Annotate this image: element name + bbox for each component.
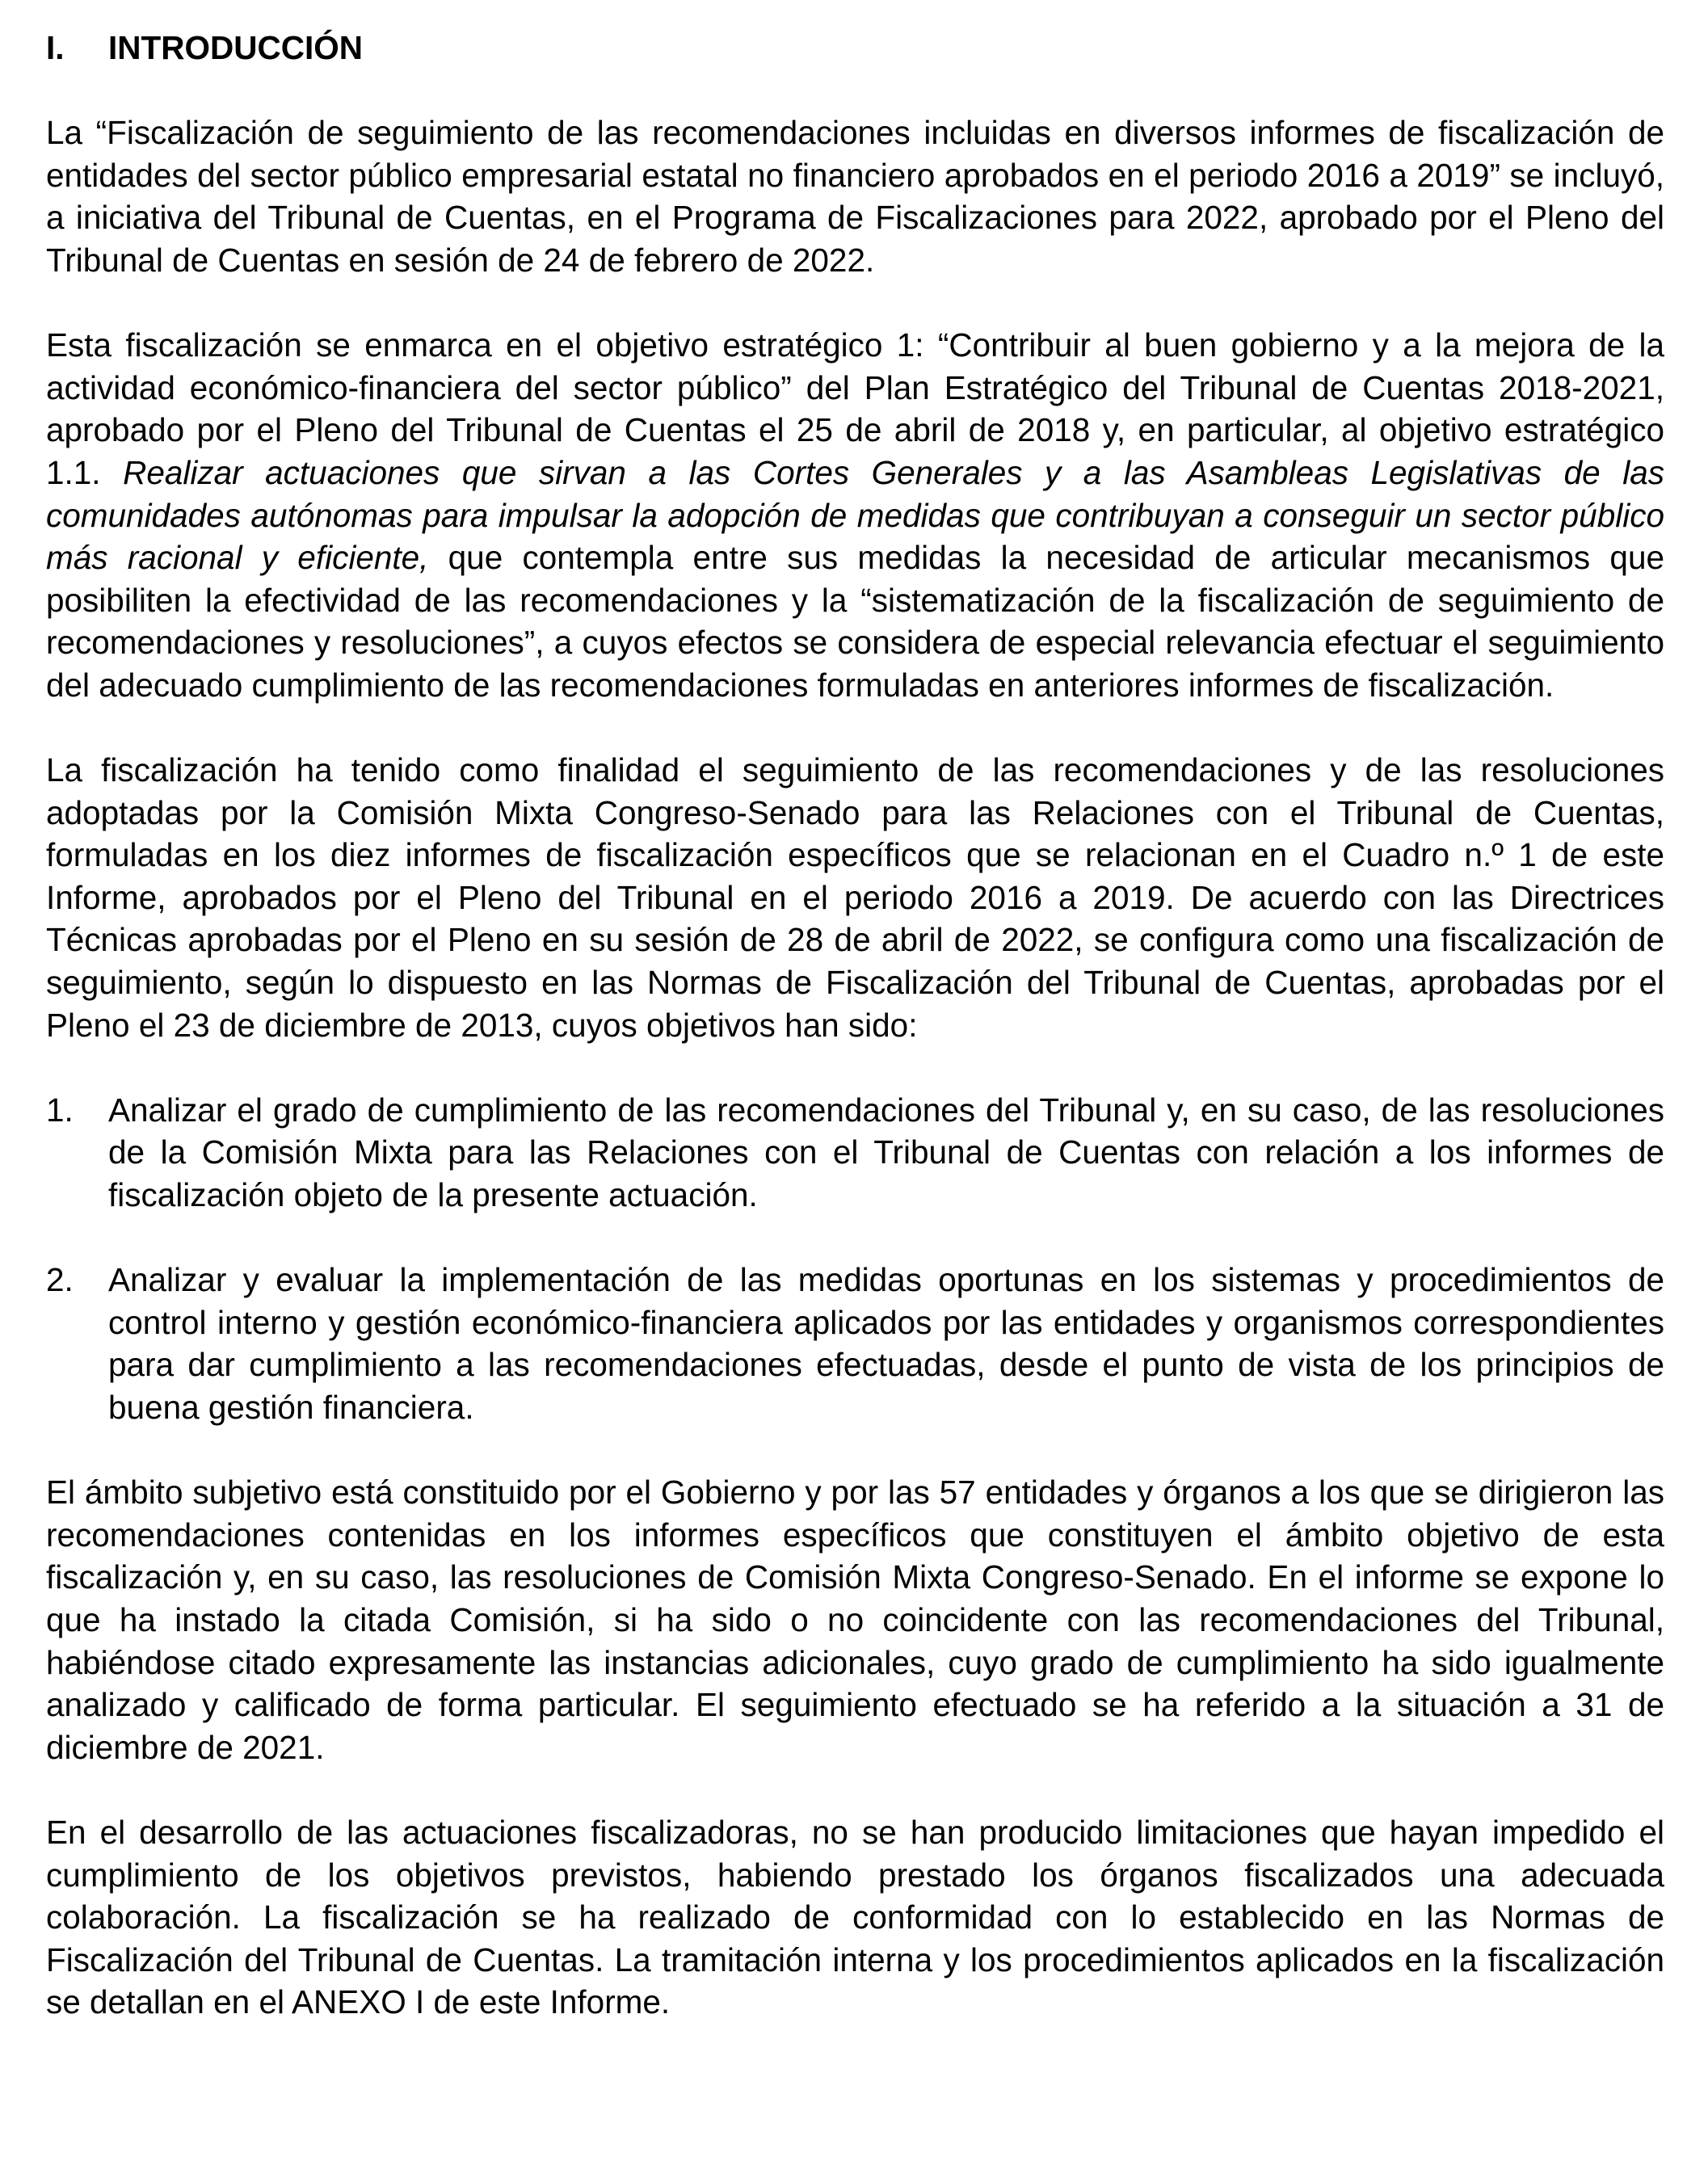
list-number: 2. (46, 1261, 74, 1299)
document-page (46, 27, 1664, 2067)
paragraph-3: La fiscalización ha tenido como finalidad el seguimiento de las recomendaciones y de las resoluciones adoptadas por la Comisión Mixta Congreso-Senado para las Relaciones con el Tribunal de Cuentas, formuladas en los diez informes de fiscalización específicos que se relacionan en el Cuadro n.º 1 de este Informe, aprobados por el Pleno del Tribunal en el periodo 2016 a 2019. De acuerdo con las Directrices Técnicas aprobadas por el Pleno en su sesión de 28 de abril de 2022, se configura como una fiscalización de seguimiento, según lo dispuesto en las Normas de Fiscalización del Tribunal de Cuentas, aprobadas por el Pleno el 23 de diciembre de 2013, cuyos objetivos han sido: (46, 751, 1664, 1044)
objective-list-item (46, 1259, 1664, 1428)
paragraph-2-text-a: Esta fiscalización se enmarca en el objetivo estratégico 1: “Contribuir al buen gobierno y a la mejora de la actividad económico-financiera del sector público” del Plan Estratégico del Tribunal de Cuentas 2018-2021, aprobado por el Pleno del Tribunal de Cuentas el 25 de abril de 2018 y, en particular, al objetivo estratégico 1.1. (46, 326, 1664, 491)
paragraph-5: En el desarrollo de las actuaciones fiscalizadoras, no se han producido limitaciones que hayan impedido el cumplimiento de los objetivos previstos, habiendo prestado los órganos fiscalizados una adecuada colaboración. La fiscalización se ha realizado de conformidad con lo establecido en las Normas de Fiscalización del Tribunal de Cuentas. La tramitación interna y los procedimientos aplicados en la fiscalización se detallan en el ANEXO I de este Informe. (46, 1813, 1664, 2021)
section-title: INTRODUCCIÓN (108, 29, 363, 66)
section-heading (46, 27, 1664, 69)
paragraph-2-text-b: que contempla entre sus medidas la necesidad de articular mecanismos que posibiliten la efectividad de las recomendaciones y la “sistematización de la fiscalización de seguimiento de recomendaciones y resoluciones”, a cuyos efectos se considera de especial relevancia efectuar el seguimiento del adecuado cumplimiento de las recomendaciones formuladas en anteriores informes de fiscalización. (46, 539, 1664, 704)
section-number: I. (46, 29, 65, 66)
paragraph-1: La “Fiscalización de seguimiento de las recomendaciones incluidas en diversos informes de fiscalización de entidades del sector público empresarial estatal no financiero aprobados en el periodo 2016 a 2019” se incluyó, a iniciativa del Tribunal de Cuentas, en el Programa de Fiscalizaciones para 2022, aprobado por el Pleno del Tribunal de Cuentas en sesión de 24 de febrero de 2022. (46, 114, 1664, 279)
objective-list-item (46, 1089, 1664, 1217)
paragraph-4: El ámbito subjetivo está constituido por el Gobierno y por las 57 entidades y órganos a los que se dirigieron las recomendaciones contenidas en los informes específicos que constituyen el ámbito objetivo de esta fiscalización y, en su caso, las resoluciones de Comisión Mixta Congreso-Senado. En el informe se expone lo que ha instado la citada Comisión, si ha sido o no coincidente con las recomendaciones del Tribunal, habiéndose citado expresamente las instancias adicionales, cuyo grado de cumplimiento ha sido igualmente analizado y calificado de forma particular. El seguimiento efectuado se ha referido a la situación a 31 de diciembre de 2021. (46, 1474, 1664, 1766)
paragraph-2-italic-quote: Realizar actuaciones que sirvan a las Cortes Generales y a las Asambleas Legislativas de las comunidades autónomas para impulsar la adopción de medidas que contribuyan a conseguir un sector público más racional y eficiente, (46, 453, 1664, 577)
list-text: Analizar el grado de cumplimiento de las recomendaciones del Tribunal y, en su caso, de las resoluciones de la Comisión Mixta para las Relaciones con el Tribunal de Cuentas con relación a los informes de fiscalización objeto de la presente actuación. (108, 1091, 1664, 1214)
paragraph-2 (46, 324, 1664, 706)
list-text: Analizar y evaluar la implementación de las medidas oportunas en los sistemas y procedimientos de control interno y gestión económico-financiera aplicados por las entidades y organismos correspondientes para dar cumplimiento a las recomendaciones efectuadas, desde el punto de vista de los principios de buena gestión financiera. (108, 1261, 1664, 1426)
list-number: 1. (46, 1091, 74, 1129)
